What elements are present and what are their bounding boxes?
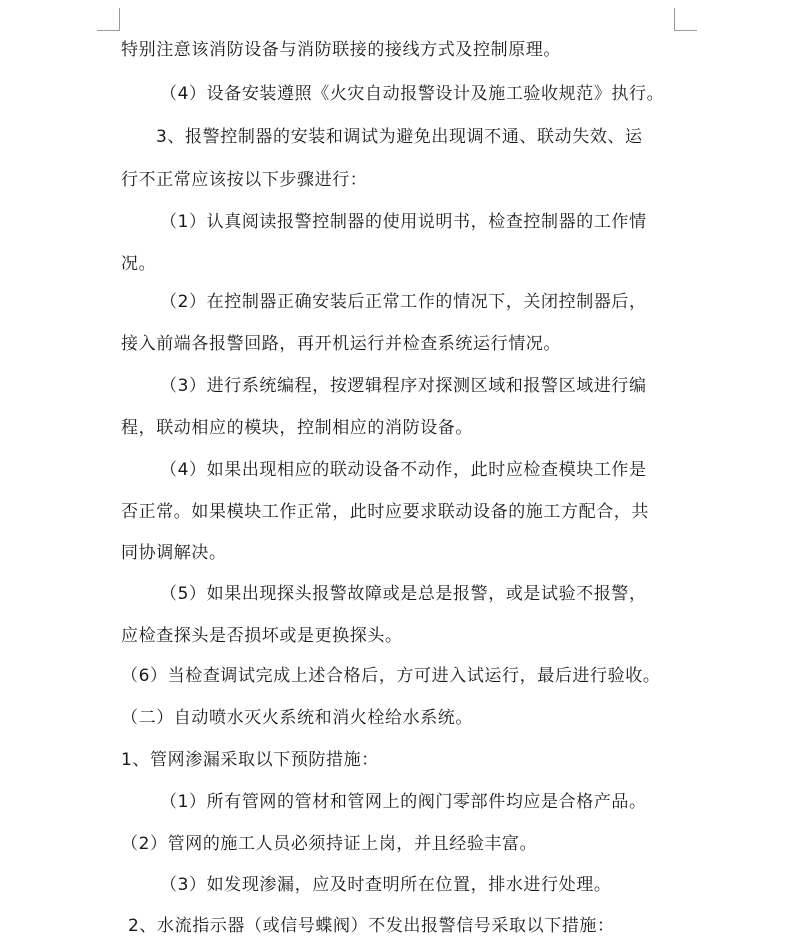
text-line: 同协调解决。: [121, 543, 227, 563]
text-line: 行不正常应该按以下步骤进行：: [121, 170, 368, 190]
text-line: （1）认真阅读报警控制器的使用说明书，检查控制器的工作情: [160, 212, 647, 232]
text-line: 否正常。如果模块工作正常，此时应要求联动设备的施工方配合，共: [121, 502, 649, 522]
text-line: （3）进行系统编程，按逻辑程序对探测区域和报警区域进行编: [160, 376, 647, 396]
text-line: （4）设备安装遵照《火灾自动报警设计及施工验收规范》执行。: [160, 84, 665, 104]
text-line: 程，联动相应的模块，控制相应的消防设备。: [121, 418, 473, 438]
text-line: 特别注意该消防设备与消防联接的接线方式及控制原理。: [121, 40, 561, 60]
text-line: （3）如发现渗漏，应及时查明所在位置，排水进行处理。: [160, 875, 612, 895]
text-line: （6）当检查调试完成上述合格后，方可进入试运行，最后进行验收。: [121, 666, 661, 686]
text-line: （2）管网的施工人员必须持证上岗，并且经验丰富。: [121, 834, 538, 854]
text-line: 2、水流指示器（或信号蝶阀）不发出报警信号采取以下措施：: [128, 916, 615, 936]
margin-mark-top-right: [674, 8, 697, 31]
text-line: 应检查探头是否损坏或是更换探头。: [121, 626, 403, 646]
text-line: （2）在控制器正确安装后正常工作的情况下，关闭控制器后，: [160, 292, 647, 312]
text-line: （4）如果出现相应的联动设备不动作，此时应检查模块工作是: [160, 460, 647, 480]
text-line: 3、报警控制器的安装和调试为避免出现调不通、联动失效、运: [156, 127, 643, 147]
margin-mark-top-left: [97, 8, 120, 31]
text-line: （5）如果出现探头报警故障或是总是报警，或是试验不报警，: [160, 584, 647, 604]
text-line: （二）自动喷水灭火系统和消火栓给水系统。: [121, 708, 473, 728]
text-line: 1、管网渗漏采取以下预防措施：: [121, 750, 379, 770]
text-line: （1）所有管网的管材和管网上的阀门零部件均应是合格产品。: [160, 792, 647, 812]
text-line: 况。: [121, 254, 157, 274]
text-line: 接入前端各报警回路，再开机运行并检查系统运行情况。: [121, 334, 561, 354]
